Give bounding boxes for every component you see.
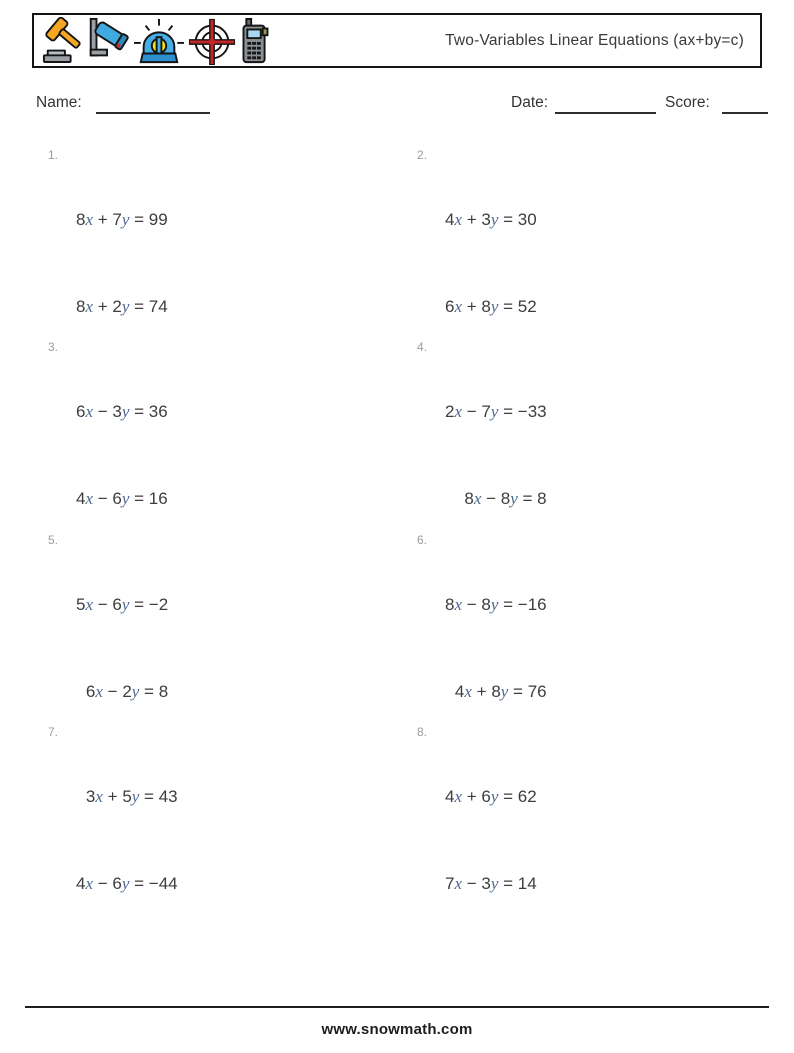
equation-line-2: 4x + 8y = 76 xyxy=(454,682,547,701)
variable: y xyxy=(121,489,130,508)
equation-line-2: 6x − 2y = 8 xyxy=(85,682,169,701)
equation-line-1: 8x + 7y = 99 xyxy=(76,210,168,229)
name-fill-line xyxy=(96,112,210,114)
equation-line-2: 7x − 3y = 14 xyxy=(445,874,537,893)
variable: y xyxy=(490,874,499,893)
variable: x xyxy=(464,682,472,701)
equation-line-1: 4x + 6y = 62 xyxy=(445,787,537,806)
variable: y xyxy=(510,489,518,508)
variable: x xyxy=(454,210,463,229)
date-fill-line xyxy=(555,112,656,114)
variable: y xyxy=(490,297,499,316)
variable: y xyxy=(121,402,130,421)
page-title: Two-Variables Linear Equations (ax+by=c) xyxy=(445,31,744,49)
variable: y xyxy=(490,210,499,229)
equation-line-1: 8x − 8y = −16 xyxy=(445,595,547,614)
variable: x xyxy=(454,874,463,893)
problem-number: 5. xyxy=(48,533,59,547)
score-fill-line xyxy=(722,112,768,114)
equation-line-2: 6x + 8y = 52 xyxy=(445,297,537,316)
footer-divider xyxy=(25,1006,769,1008)
footer-site-url: www.snowmath.com xyxy=(321,1021,473,1038)
problem-number: 7. xyxy=(48,725,59,739)
header-icon-strip xyxy=(34,17,272,65)
equation-block xyxy=(445,724,537,956)
variable: x xyxy=(85,595,94,614)
variable: x xyxy=(454,595,463,614)
equation-line-1: 6x − 3y = 36 xyxy=(76,402,168,421)
crosshair-target-icon xyxy=(187,17,237,65)
equation-line-2: 8x + 2y = 74 xyxy=(76,297,168,316)
problem xyxy=(48,724,178,956)
variable: x xyxy=(85,489,94,508)
variable: x xyxy=(85,297,94,316)
variable: y xyxy=(121,297,130,316)
variable: x xyxy=(454,297,463,316)
equation-block xyxy=(76,724,178,956)
equation-line-1: 5x − 6y = −2 xyxy=(76,595,169,614)
variable: y xyxy=(490,402,499,421)
equation-line-2: 4x − 6y = −44 xyxy=(76,874,178,893)
header-banner xyxy=(32,13,762,68)
problem-number: 4. xyxy=(417,340,428,354)
problem-number: 6. xyxy=(417,533,428,547)
problem-number: 2. xyxy=(417,148,428,162)
gavel-icon xyxy=(42,17,84,65)
problem xyxy=(417,724,537,956)
equation-line-1: 2x − 7y = −33 xyxy=(445,402,547,421)
variable: x xyxy=(85,210,94,229)
variable: y xyxy=(490,787,499,806)
variable: x xyxy=(85,874,94,893)
equation-line-1: 3x + 5y = 43 xyxy=(85,787,178,806)
variable: y xyxy=(490,595,499,614)
variable: x xyxy=(473,489,482,508)
security-camera-icon xyxy=(85,17,131,65)
variable: x xyxy=(95,787,103,806)
problem-number: 8. xyxy=(417,725,428,739)
score-label: Score: xyxy=(665,94,710,111)
problem-number: 1. xyxy=(48,148,59,162)
date-label: Date: xyxy=(511,94,549,111)
variable: x xyxy=(454,402,463,421)
cell-phone-icon xyxy=(238,17,272,65)
variable: y xyxy=(500,682,509,701)
variable: x xyxy=(95,682,103,701)
problem-number: 3. xyxy=(48,340,59,354)
equation-line-2: 4x − 6y = 16 xyxy=(76,489,168,508)
variable: y xyxy=(131,787,140,806)
equation-line-1: 4x + 3y = 30 xyxy=(445,210,537,229)
name-label: Name: xyxy=(36,94,82,111)
variable: x xyxy=(85,402,94,421)
variable: y xyxy=(131,682,140,701)
variable: y xyxy=(121,595,130,614)
variable: x xyxy=(454,787,463,806)
siren-icon xyxy=(132,17,186,65)
variable: y xyxy=(121,210,130,229)
equation-line-2: 8x − 8y = 8 xyxy=(464,489,547,508)
variable: y xyxy=(121,874,130,893)
